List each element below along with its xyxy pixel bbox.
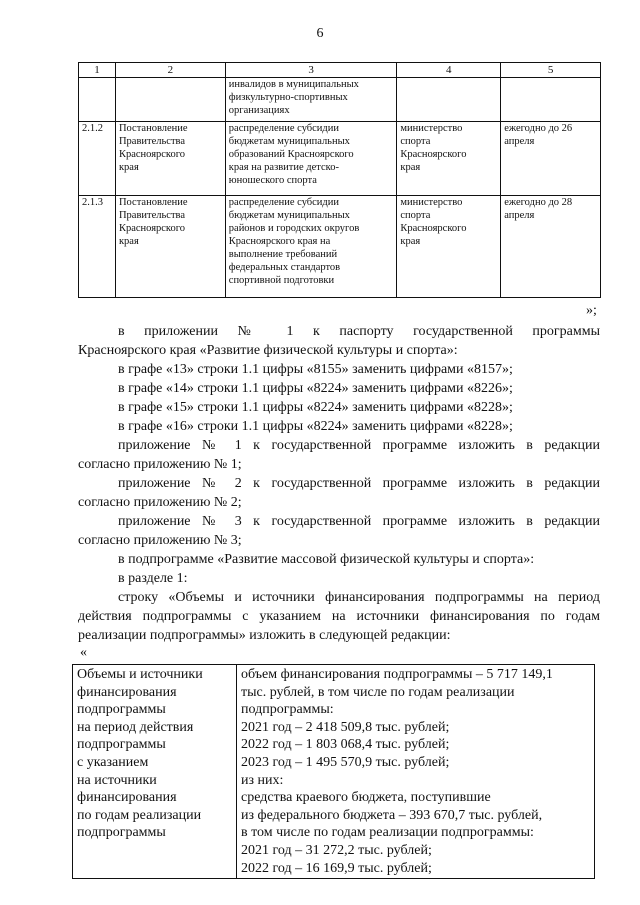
row-document: Постановление Правительства Красноярского края bbox=[115, 122, 225, 196]
paragraph-appendix-1-line1: приложение № 1 к государственной программе изложить в редакции bbox=[118, 438, 600, 453]
row-description: инвалидов в муниципальных физкультурно-спортивных организациях bbox=[225, 78, 397, 122]
table-row bbox=[79, 122, 601, 196]
table-header-row bbox=[79, 63, 601, 78]
table-row bbox=[73, 665, 595, 879]
paragraph-row-line2: действия подпрограммы с указанием на источники финансирования по годам bbox=[78, 609, 600, 624]
paragraph-appendix-2-line2: согласно приложению № 2; bbox=[78, 495, 242, 510]
funding-label-cell bbox=[73, 665, 237, 879]
row-document bbox=[115, 78, 225, 122]
table-row bbox=[79, 78, 601, 122]
paragraph-row-line1: строку «Объемы и источники финансирования подпрограммы на период bbox=[118, 590, 600, 605]
table-row bbox=[79, 196, 601, 298]
paragraph-section-1: в разделе 1: bbox=[118, 571, 188, 586]
funding-label-line: финансирования bbox=[77, 790, 177, 806]
column-header: 2 bbox=[115, 63, 225, 78]
funding-value-line: 2023 год – 1 495 570,9 тыс. рублей; bbox=[241, 754, 450, 770]
funding-value-line: тыс. рублей, в том числе по годам реализации bbox=[241, 684, 515, 700]
funding-value-line: 2021 год – 2 418 509,8 тыс. рублей; bbox=[241, 719, 450, 735]
paragraph-appendix-3-line1: приложение № 3 к государственной программе изложить в редакции bbox=[118, 514, 600, 529]
column-header: 3 bbox=[225, 63, 397, 78]
funding-value-line: 2022 год – 16 169,9 тыс. рублей; bbox=[241, 860, 432, 876]
funding-label-line: на источники bbox=[77, 772, 157, 788]
funding-value-line: средства краевого бюджета, поступившие bbox=[241, 790, 491, 806]
paragraph-appendix-2-line1: приложение № 2 к государственной программе изложить в редакции bbox=[118, 476, 600, 491]
paragraph-column-15: в графе «15» строки 1.1 цифры «8224» заменить цифрами «8228»; bbox=[118, 400, 513, 415]
paragraph-passport-line1: в приложении № 1 к паспорту государственной программы bbox=[118, 324, 600, 339]
paragraph-row-line3: реализации подпрограммы» изложить в следующей редакции: bbox=[78, 628, 451, 643]
page-number: 6 bbox=[316, 26, 324, 41]
paragraph-column-16: в графе «16» строки 1.1 цифры «8224» заменить цифрами «8228»; bbox=[118, 419, 513, 434]
funding-value-line: 2021 год – 31 272,2 тыс. рублей; bbox=[241, 842, 432, 858]
measures-table bbox=[78, 62, 601, 298]
row-description: распределение субсидии бюджетам муниципальных районов и городских округов Красноярского края на выполнение требований федеральных стандартов спортивной подготовки bbox=[225, 196, 397, 298]
funding-value-line: подпрограммы: bbox=[241, 702, 334, 718]
row-term: ежегодно до 26 апреля bbox=[501, 122, 601, 196]
funding-label-line: на период действия bbox=[77, 719, 194, 735]
paragraph-subprogram: в подпрограмме «Развитие массовой физической культуры и спорта»: bbox=[118, 552, 535, 567]
funding-label-line: финансирования bbox=[77, 684, 177, 700]
funding-label-line: подпрограммы bbox=[77, 737, 166, 753]
funding-label-line: подпрограммы bbox=[77, 825, 166, 841]
closing-quote: »; bbox=[586, 303, 597, 318]
funding-value-line: из них: bbox=[241, 772, 284, 788]
row-term: ежегодно до 28 апреля bbox=[501, 196, 601, 298]
funding-label-line: Объемы и источники bbox=[77, 667, 203, 682]
row-executor: министерство спорта Красноярского края bbox=[397, 122, 501, 196]
funding-value-line: в том числе по годам реализации подпрограммы: bbox=[241, 825, 534, 841]
paragraph-column-14: в графе «14» строки 1.1 цифры «8224» заменить цифрами «8226»; bbox=[118, 381, 513, 396]
row-executor bbox=[397, 78, 501, 122]
funding-value-line: 2022 год – 1 803 068,4 тыс. рублей; bbox=[241, 737, 450, 753]
row-executor: министерство спорта Красноярского края bbox=[397, 196, 501, 298]
row-term bbox=[501, 78, 601, 122]
row-number: 2.1.2 bbox=[79, 122, 116, 196]
paragraph-appendix-1-line2: согласно приложению № 1; bbox=[78, 457, 242, 472]
row-document: Постановление Правительства Красноярского края bbox=[115, 196, 225, 298]
funding-label-line: подпрограммы bbox=[77, 702, 166, 718]
funding-value-line: объем финансирования подпрограммы – 5 717 149,1 bbox=[241, 667, 553, 682]
row-number: 2.1.3 bbox=[79, 196, 116, 298]
column-header: 4 bbox=[397, 63, 501, 78]
funding-value-cell bbox=[237, 665, 595, 879]
funding-value-line: из федерального бюджета – 393 670,7 тыс. рублей, bbox=[241, 807, 543, 823]
funding-label-line: по годам реализации bbox=[77, 807, 202, 823]
funding-label-line: с указанием bbox=[77, 754, 149, 770]
opening-quote: « bbox=[80, 645, 87, 660]
row-description: распределение субсидии бюджетам муниципальных образований Красноярского края на развитие детско- юношеского спорта bbox=[225, 122, 397, 196]
paragraph-appendix-3-line2: согласно приложению № 3; bbox=[78, 533, 242, 548]
column-header: 1 bbox=[79, 63, 116, 78]
row-number bbox=[79, 78, 116, 122]
paragraph-column-13: в графе «13» строки 1.1 цифры «8155» заменить цифрами «8157»; bbox=[118, 362, 513, 377]
column-header: 5 bbox=[501, 63, 601, 78]
funding-table bbox=[72, 664, 595, 879]
paragraph-passport-line2: Красноярского края «Развитие физической культуры и спорта»: bbox=[78, 343, 458, 358]
